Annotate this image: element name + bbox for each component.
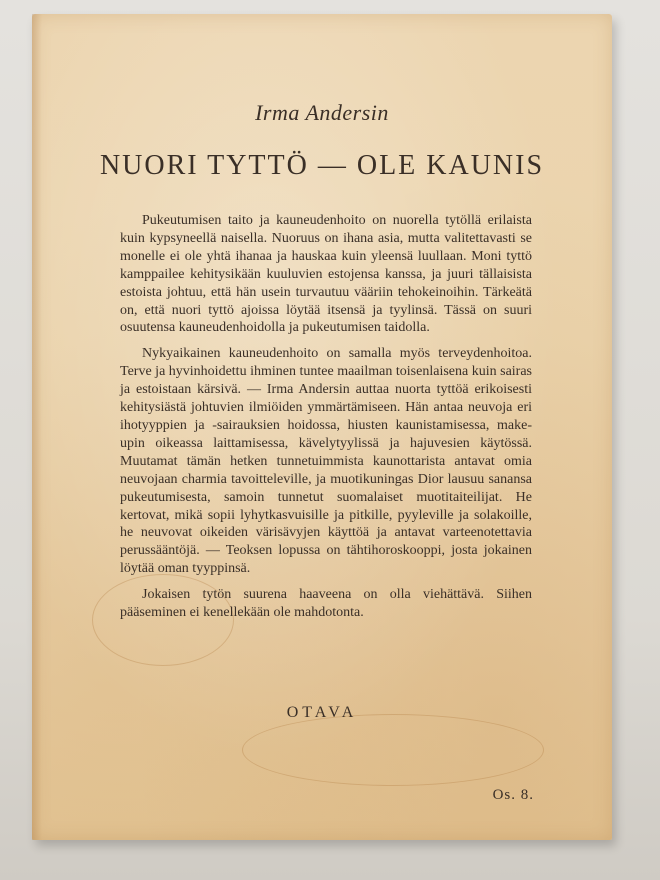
book-back-cover	[32, 14, 612, 840]
cover-text-block	[32, 14, 612, 840]
blurb-text	[120, 212, 532, 630]
blurb-paragraph: Nykyaikainen kauneudenhoito on samalla myös terveydenhoitoa. Terve ja hyvinhoidettu ihminen tuntee maailman toisenlaisena kuin sairas ja estoistaan kärsivä. — Irma Andersin auttaa nuorta tyttöä erikoisesti kehitysiästä johtuvien ilmiöiden ymmärtämiseen. Hän antaa neuvoja eri ihotyyppien ja -sairauksien hoidossa, hiusten kaunistamisessa, make-upin oikeassa laittamisessa, kävelytyylissä ja hajuvesien käytössä. Muutamat tämän hetken tunnetuimmista kaunottarista antavat omia neuvojaan charmia tavoitteleville, ja muotikuningas Dior lausuu sanansa pukeutumisesta, samoin tunnetut suomalaiset muotitaiteilijat. He kertovat, mikä sopii lyhytkasvuisille ja pitkille, pyyleville ja solakoille, he neuvovat oikeiden värisävyjen käyttöä ja antavat varteenotettavia perussääntöjä. — Teoksen lopussa on tähtihoroskooppi, josta jokainen löytää oman tyyppinsä.	[120, 346, 532, 577]
author-name: Irma Andersin	[255, 100, 389, 125]
blurb-paragraph: Jokaisen tytön suurena haaveena on olla viehättävä. Siihen pääseminen ei kenellekään ole mahdotonta.	[120, 587, 532, 621]
blurb-paragraph: Pukeutumisen taito ja kauneudenhoito on nuorella tytöllä erilaista kuin kypsyneellä naisella. Nuoruus on ihana asia, mutta valitettavasti se monelle ei ole yhtä ihanaa ja hauskaa kuin yleensä luullaan. Moni tyttö kamppailee kehitysikään kuuluvien estojensa kanssa, ja juuri tällaisista estoista johtuu, että hän usein turvautuu vääriin tehokeinoihin. Tärkeätä on, että nuori tyttö ajoissa löytää itsensä ja tyylinsä. Tässä on suuri osuutensa kauneudenhoidolla ja pukeutumisen taidolla.	[120, 213, 532, 336]
publisher-name: OTAVA	[286, 704, 358, 721]
book-title: NUORI TYTTÖ — OLE KAUNIS	[99, 150, 545, 181]
price-label: Os. 8.	[492, 787, 534, 803]
